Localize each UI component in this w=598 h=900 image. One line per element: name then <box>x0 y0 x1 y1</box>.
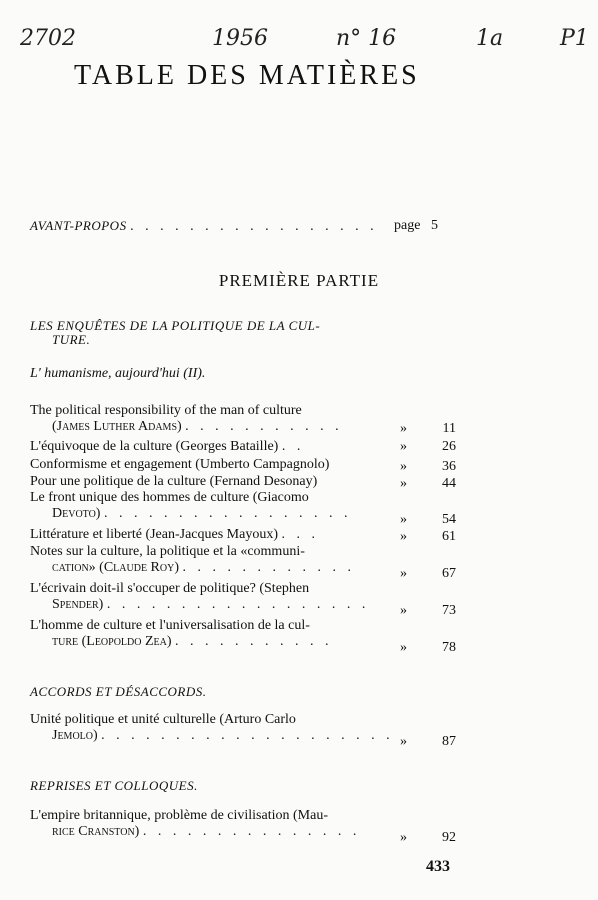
page-value: 44 <box>442 476 456 491</box>
entry-line: L'homme de culture et l'universalisation de la cul- <box>30 618 310 633</box>
toc-entry-avant-propos[interactable] <box>30 218 458 235</box>
page-value: 78 <box>442 640 456 655</box>
toc-entry[interactable]: The political responsibility of the man of culture (James Luther Adams) . . . . . . . . . . . » 11 <box>30 403 456 436</box>
toc-entry[interactable]: L'équivoque de la culture (Georges Bataille) . . » 26 <box>30 439 456 454</box>
toc-entry[interactable]: Notes sur la culture, la politique et la «communi- cation» (Claude Roy) . . . . . . . . . . . . » 67 <box>30 544 456 581</box>
page-value: 61 <box>442 529 456 544</box>
handwritten-note-1a: 1a <box>476 26 504 51</box>
entry-line: The political responsibility of the man of culture <box>30 403 302 418</box>
entry-line: Conformisme et engagement (Umberto Campagnolo) <box>30 457 330 472</box>
page-value: 67 <box>442 566 456 581</box>
entry-author: cation» (Claude Roy) <box>52 560 179 575</box>
ditto-mark: » <box>400 830 407 845</box>
subsection-heading: L' humanisme, aujourd'hui (II). <box>30 366 206 381</box>
section-heading-3: REPRISES ET COLLOQUES. <box>30 778 198 793</box>
part-heading: PREMIÈRE PARTIE <box>218 271 380 290</box>
entry-author: ture (Leopoldo Zea) <box>52 634 172 649</box>
handwritten-note-p1: P1 <box>560 26 589 51</box>
ditto-mark: » <box>400 529 407 544</box>
ditto-mark: » <box>400 421 407 436</box>
page-value: 87 <box>442 734 456 749</box>
page-value: 26 <box>442 439 456 454</box>
entry-line: Pour une politique de la culture (Fernand Desonay) <box>30 474 318 489</box>
page-value: 5 <box>430 218 438 233</box>
toc-entry[interactable]: Unité politique et unité culturelle (Arturo Carlo Jemolo) . . . . . . . . . . . . . . . . . . . . » 87 <box>30 712 456 749</box>
toc-entry[interactable] <box>30 474 458 490</box>
entry-line: Unité politique et unité culturelle (Arturo Carlo <box>30 712 296 727</box>
toc-entry[interactable]: Le front unique des hommes de culture (Giacomo Devoto) . . . . . . . . . . . . . . . . . » 54 <box>30 490 456 527</box>
ditto-mark: » <box>400 459 407 474</box>
page-title: TABLE DES MATIÈRES <box>74 60 420 91</box>
page-value: 11 <box>442 421 456 436</box>
entry-author: rice Cranston) <box>52 824 140 839</box>
leader-dots: . . . . . . . . . . . . . . . . . <box>130 219 378 234</box>
page-value: 54 <box>442 512 456 527</box>
handwritten-note-id: 2702 <box>20 26 76 51</box>
entry-author: Devoto) <box>52 506 101 521</box>
toc-entry[interactable]: L'homme de culture et l'universalisation de la cul- ture (Leopoldo Zea) . . . . . . . . . . . » 78 <box>30 618 456 655</box>
section-heading-2: ACCORDS ET DÉSACCORDS. <box>30 684 207 699</box>
ditto-mark: » <box>400 512 407 527</box>
page-value: 92 <box>442 830 456 845</box>
page-value: 36 <box>442 459 456 474</box>
entry-line: Notes sur la culture, la politique et la «communi- <box>30 544 305 559</box>
entry-line: L'écrivain doit-il s'occuper de politique? (Stephen <box>30 581 310 596</box>
toc-entry[interactable] <box>30 457 458 473</box>
avant-propos-label: AVANT-PROPOS <box>30 218 127 233</box>
entry-author: Jemolo) <box>52 728 98 743</box>
entry-author: Spender) <box>52 597 104 612</box>
ditto-mark: » <box>400 603 407 618</box>
handwritten-note-year: 1956 <box>212 26 268 51</box>
entry-line: Littérature et liberté (Jean-Jacques Mayoux) <box>30 527 279 542</box>
entry-line: Le front unique des hommes de culture (Giacomo <box>30 490 309 505</box>
section-heading-1-line1: LES ENQUÊTES DE LA POLITIQUE DE LA CUL- <box>30 318 321 333</box>
entry-author: (James Luther Adams) <box>52 419 182 434</box>
toc-entry[interactable]: L'écrivain doit-il s'occuper de politique? (Stephen Spender) . . . . . . . . . . . . . . . . . . » 73 <box>30 581 456 618</box>
page-marker: page <box>394 218 421 233</box>
ditto-mark: » <box>400 734 407 749</box>
page-number: 433 <box>426 858 450 875</box>
ditto-mark: » <box>400 640 407 655</box>
toc-entry[interactable]: Littérature et liberté (Jean-Jacques Mayoux) . . . » 61 <box>30 527 456 544</box>
section-heading-1-line2: TURE. <box>52 332 91 347</box>
toc-entry[interactable]: L'empire britannique, problème de civilisation (Mau- rice Cranston) . . . . . . . . . . . . . . . » 92 <box>30 808 456 845</box>
page-value: 73 <box>442 603 456 618</box>
ditto-mark: » <box>400 476 407 491</box>
entry-line: L'équivoque de la culture (Georges Bataille) <box>30 439 279 454</box>
ditto-mark: » <box>400 566 407 581</box>
handwritten-note-issue: n° 16 <box>336 26 397 51</box>
entry-line: L'empire britannique, problème de civilisation (Mau- <box>30 808 328 823</box>
ditto-mark: » <box>400 439 407 454</box>
